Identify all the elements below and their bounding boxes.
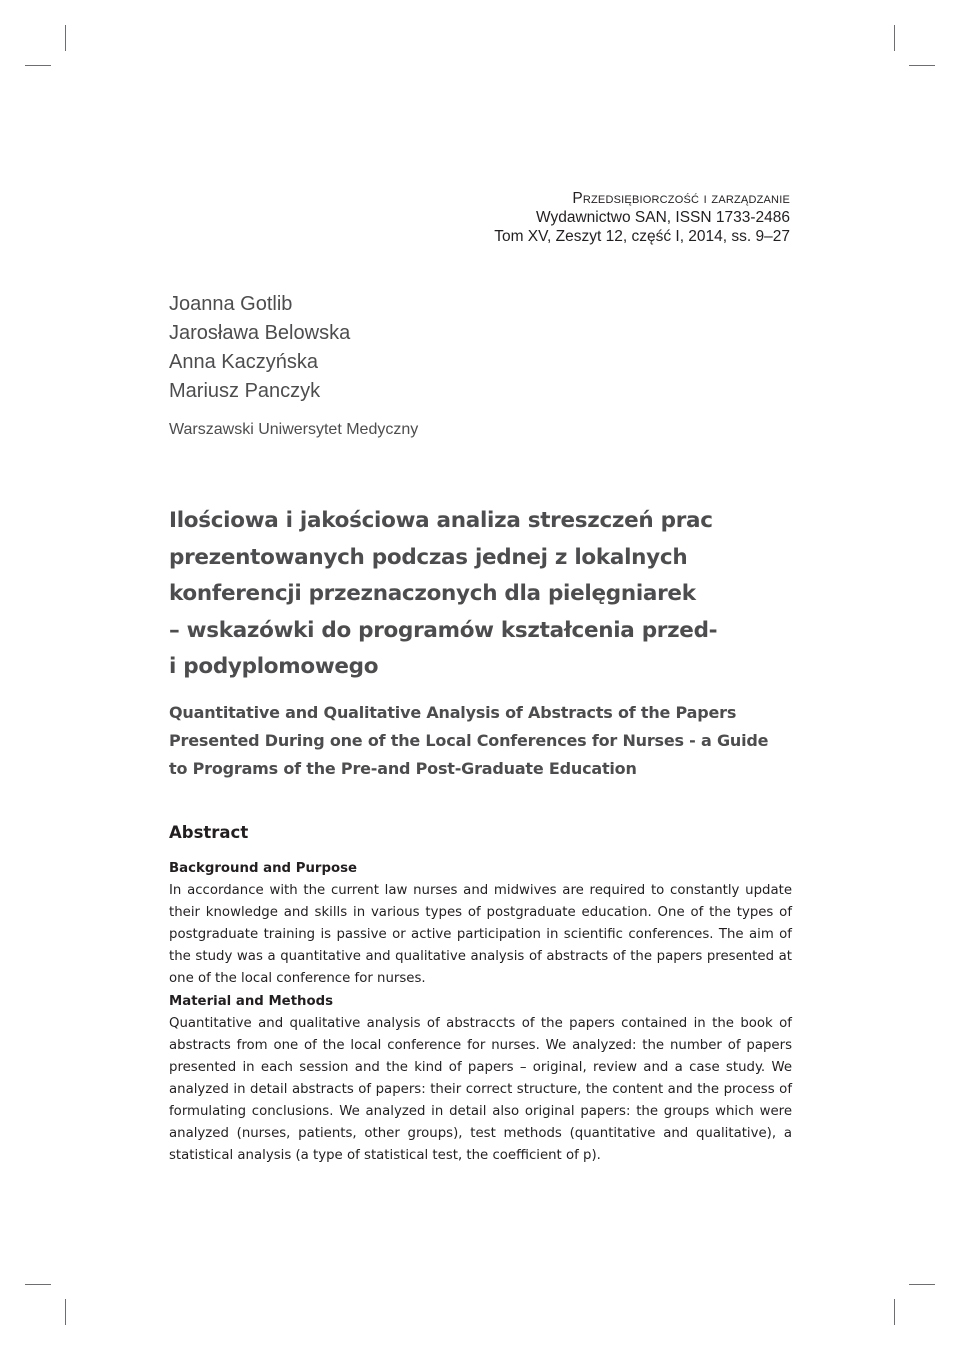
title-line: – wskazówki do programów kształcenia przed- (169, 617, 718, 643)
crop-mark (894, 1299, 895, 1325)
crop-mark (65, 25, 66, 51)
author-list (169, 290, 350, 406)
journal-header (494, 189, 790, 246)
title-polish (169, 503, 789, 686)
title-line: Ilościowa i jakościowa analiza streszczeń prac (169, 508, 713, 533)
crop-mark (65, 1299, 66, 1325)
crop-mark (25, 1284, 51, 1285)
journal-name: Przedsiębiorczość i zarządzanie (572, 190, 790, 207)
section-heading-background: Background and Purpose (169, 861, 358, 876)
crop-mark (894, 25, 895, 51)
title-line: prezentowanych podczas jednej z lokalnych (169, 544, 688, 570)
title-line: to Programs of the Pre-and Post-Graduate Education (169, 759, 637, 778)
title-line: konferencji przeznaczonych dla pielęgniarek (169, 581, 696, 606)
background-text: In accordance with the current law nurses and midwives are required to constantly update their knowledge and skills in various types of postgraduate education. One of the types of postgraduate training is passive or active participation in scientific conferences. The aim of the study was a quantitative and qualitative analysis of abstracts of the papers presented at one of the local conference for nurses. (169, 883, 792, 987)
title-english (169, 699, 809, 783)
journal-publisher: Wydawnictwo SAN, ISSN 1733-2486 (535, 209, 790, 226)
journal-issue: Tom XV, Zeszyt 12, część I, 2014, ss. 9–27 (494, 228, 790, 245)
author: Jarosława Belowska (169, 322, 351, 344)
crop-mark (25, 65, 51, 66)
title-line: i podyplomowego (169, 654, 379, 679)
author: Anna Kaczyńska (169, 351, 318, 373)
author: Mariusz Panczyk (169, 380, 321, 402)
section-heading-methods: Material and Methods (169, 993, 334, 1009)
crop-mark (909, 1284, 935, 1285)
methods-text: Quantitative and qualitative analysis of abstraccts of the papers contained in the book of abstracts from one of the local conference for nurses. We analyzed: the number of papers presented in each session and the kind of papers – original, review and a case study. We analyzed in detail abstracts of papers: their correct structure, the content and the process of formulating conclusions. We analyzed in detail also original papers: the groups which were analyzed (nurses, patients, other groups), test methods (quantitative and qualitative), a statistical analysis (a type of statistical test, the coefficient of p). (169, 1015, 792, 1164)
author: Joanna Gotlib (169, 293, 293, 315)
abstract-heading: Abstract (169, 823, 249, 842)
title-line: Quantitative and Qualitative Analysis of Abstracts of the Papers (169, 703, 737, 722)
title-line: Presented During one of the Local Conferences for Nurses - a Guide (169, 731, 769, 750)
affiliation: Warszawski Uniwersytet Medyczny (169, 421, 419, 438)
crop-mark (909, 65, 935, 66)
abstract-body (169, 858, 792, 1167)
